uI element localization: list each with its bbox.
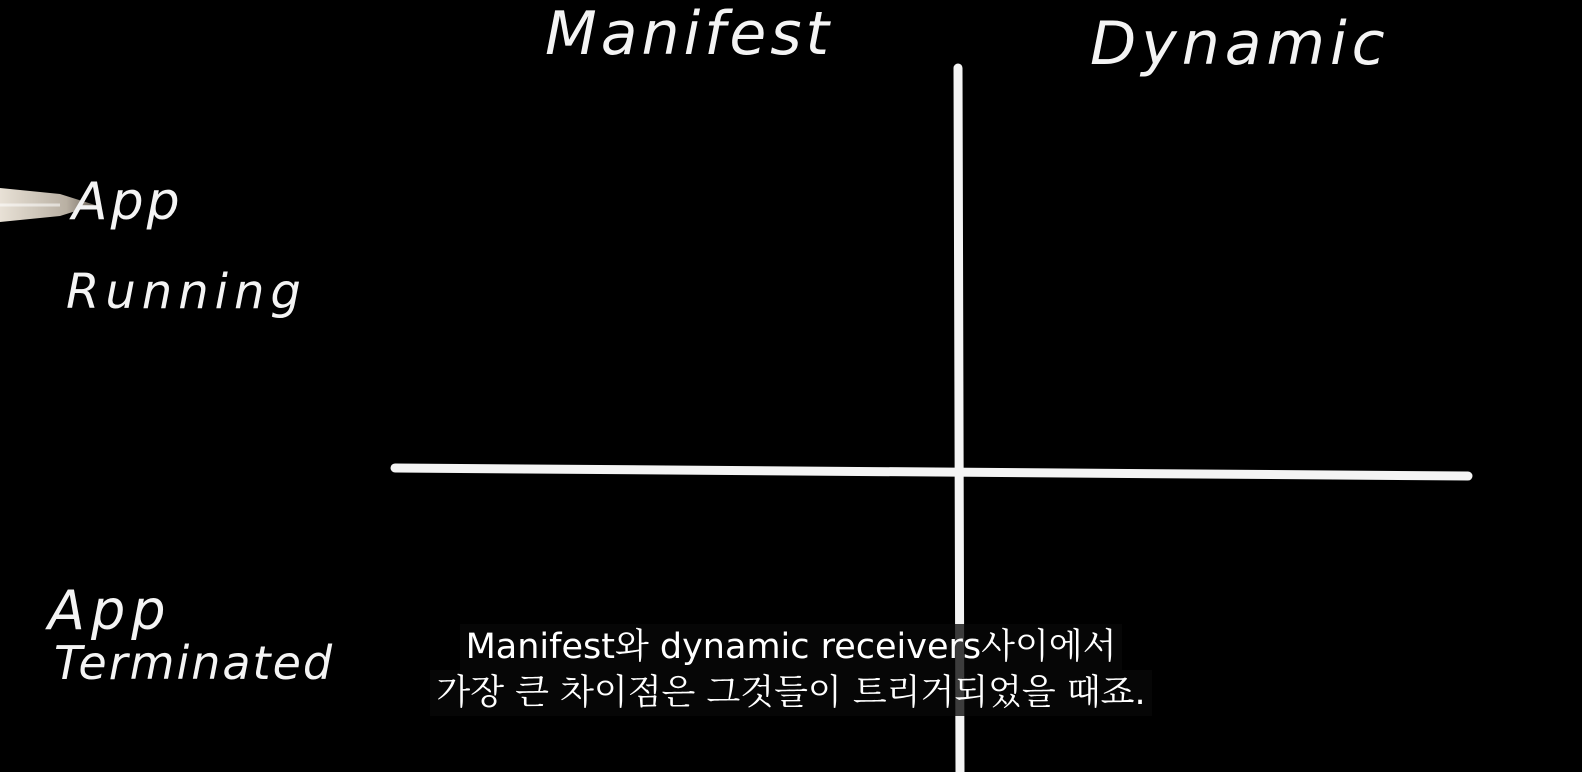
horizontal-divider — [395, 468, 1468, 476]
column-heading-dynamic: Dynamic — [1090, 9, 1390, 79]
subtitle-line-2: 가장 큰 차이점은 그것들이 트리거되었을 때죠. — [430, 670, 1151, 716]
subtitle-caption — [0, 624, 1582, 716]
subtitle-line-1: Manifest와 dynamic receivers사이에서 — [460, 624, 1123, 670]
row-heading-running-line1: App — [72, 172, 183, 232]
column-heading-manifest: Manifest — [545, 0, 834, 69]
row-heading-terminated-line2: Terminated — [54, 636, 335, 690]
row-heading-running-line2: Running — [66, 264, 307, 320]
row-heading-terminated-line1: App — [48, 579, 172, 642]
